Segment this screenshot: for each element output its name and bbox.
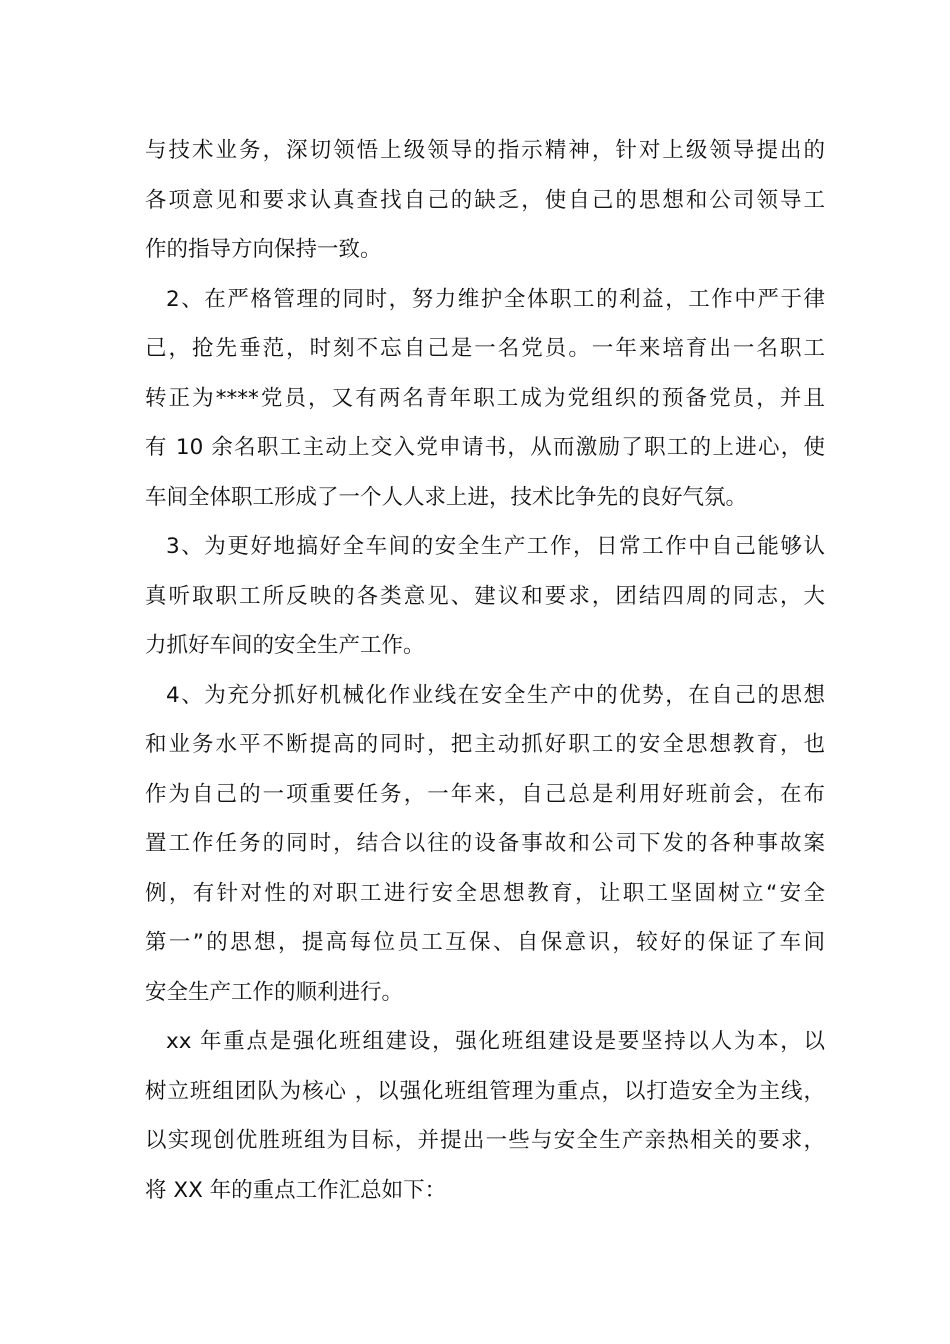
text-line: 以实现创优胜班组为目标，并提出一些与安全生产亲热相关的要求， xyxy=(145,1128,825,1153)
text-line: 置工作任务的同时，结合以往的设备事故和公司下发的各种事故案 xyxy=(145,831,825,856)
paragraph-3 xyxy=(145,522,825,671)
document-body xyxy=(145,126,825,1215)
text-line: 例，有针对性的对职工进行安全思想教育，让职工坚固树立“安全 xyxy=(145,880,825,906)
text-line: 己，抢先垂范，时刻不忘自己是一名党员。一年来培育出一名职工 xyxy=(145,336,825,361)
text-line: 各项意见和要求认真查找自己的缺乏，使自己的思想和公司领导工 xyxy=(145,187,825,213)
paragraph-5 xyxy=(145,1017,825,1215)
text-line: 转正为****党员，又有两名青年职工成为党组织的预备党员，并且 xyxy=(145,385,825,411)
text-line: 与技术业务，深切领悟上级领导的指示精神，针对上级领导提出的 xyxy=(145,138,825,163)
text-line: 3、为更好地搞好全车间的安全生产工作，日常工作中自己能够认 xyxy=(166,534,825,559)
text-line: 作的指导方向保持一致。 xyxy=(145,237,382,262)
text-line: 安全生产工作的顺利进行。 xyxy=(145,979,404,1005)
text-line: 和业务水平不断提高的同时，把主动抓好职工的安全思想教育，也 xyxy=(145,732,825,757)
text-line: 有 10 余名职工主动上交入党申请书，从而激励了职工的上进心，使 xyxy=(145,435,825,460)
text-line: 作为自己的一项重要任务，一年来，自己总是利用好班前会，在布 xyxy=(145,781,825,807)
text-line: 车间全体职工形成了一个人人求上进，技术比争先的良好气氛。 xyxy=(145,484,748,510)
text-line: 树立班组团队为核心 ，以强化班组管理为重点，以打造安全为主线， xyxy=(145,1078,825,1104)
text-line: 第一”的思想，提高每位员工互保、自保意识，较好的保证了车间 xyxy=(145,930,825,955)
text-line: 真听取职工所反映的各类意见、建议和要求，团结四周的同志，大 xyxy=(145,583,825,609)
text-line: 力抓好车间的安全生产工作。 xyxy=(145,633,425,658)
paragraph-2 xyxy=(145,275,825,523)
text-line: 将 XX 年的重点工作汇总如下： xyxy=(145,1177,447,1203)
text-line: xx 年重点是强化班组建设，强化班组建设是要坚持以人为本，以 xyxy=(166,1029,825,1054)
text-line: 2、在严格管理的同时，努力维护全体职工的利益，工作中严于律 xyxy=(166,286,825,312)
paragraph-1 xyxy=(145,126,825,275)
text-line: 4、为充分抓好机械化作业线在安全生产中的优势，在自己的思想 xyxy=(166,682,825,708)
paragraph-4 xyxy=(145,671,825,1018)
